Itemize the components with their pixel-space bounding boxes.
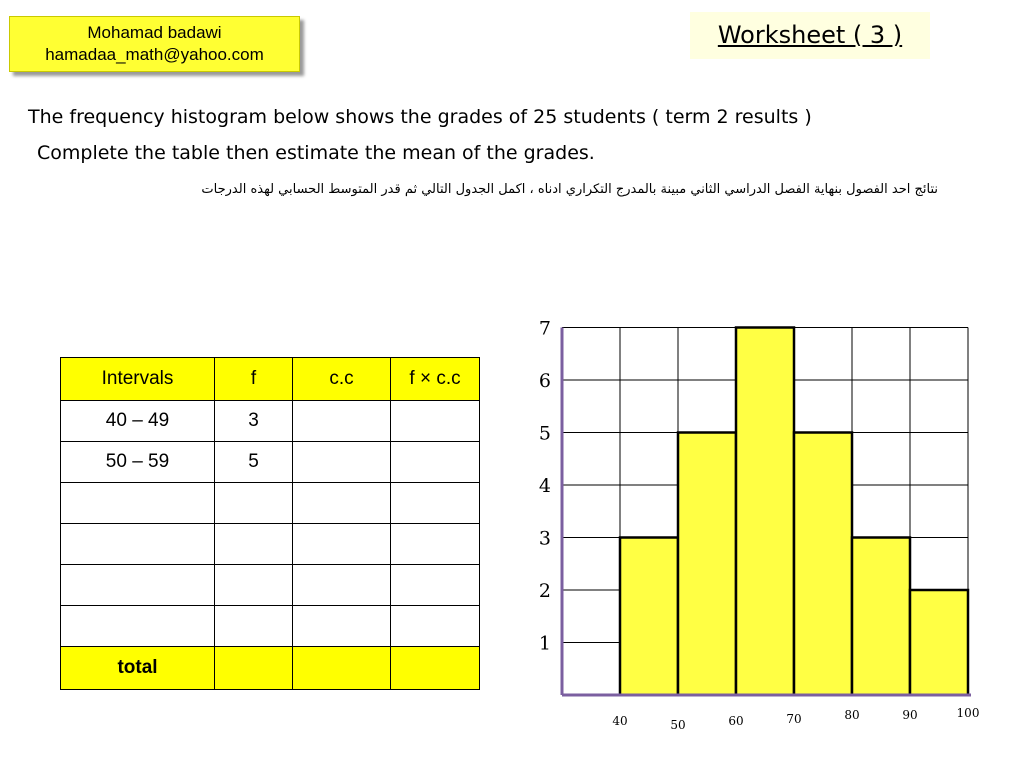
table-header-row bbox=[61, 358, 480, 401]
author-email: hamadaa_math@yahoo.com bbox=[45, 45, 264, 64]
author-box bbox=[9, 16, 300, 72]
header-intervals: Intervals bbox=[61, 358, 215, 401]
table-cell bbox=[391, 524, 480, 565]
y-tick-label: 4 bbox=[538, 475, 551, 497]
y-tick-label: 2 bbox=[538, 580, 551, 602]
table-cell bbox=[293, 606, 391, 647]
table-cell bbox=[215, 606, 293, 647]
x-tick-label: 70 bbox=[786, 712, 802, 726]
histogram-bar bbox=[852, 538, 910, 696]
table-cell bbox=[61, 606, 215, 647]
table-cell bbox=[293, 483, 391, 524]
histogram-bar bbox=[678, 433, 736, 696]
table-cell bbox=[61, 483, 215, 524]
total-label: total bbox=[61, 647, 215, 690]
table-cell: 50 – 59 bbox=[61, 442, 215, 483]
x-tick-label: 50 bbox=[670, 718, 686, 732]
frequency-histogram bbox=[525, 315, 995, 735]
y-tick-label: 7 bbox=[538, 317, 551, 340]
table-row bbox=[61, 565, 480, 606]
x-tick-label: 90 bbox=[902, 708, 918, 722]
table-cell: 3 bbox=[215, 401, 293, 442]
table-row bbox=[61, 524, 480, 565]
table-cell bbox=[293, 401, 391, 442]
table-cell bbox=[293, 524, 391, 565]
table-row bbox=[61, 401, 480, 442]
table-cell bbox=[293, 565, 391, 606]
x-tick-label: 40 bbox=[612, 714, 628, 728]
table-cell bbox=[391, 565, 480, 606]
table-cell bbox=[61, 565, 215, 606]
x-tick-label: 80 bbox=[844, 708, 860, 722]
y-tick-label: 3 bbox=[538, 527, 551, 550]
table-cell bbox=[61, 524, 215, 565]
table-cell bbox=[293, 647, 391, 690]
y-tick-label: 1 bbox=[538, 632, 551, 655]
worksheet-title-box bbox=[690, 12, 930, 59]
table-cell bbox=[215, 524, 293, 565]
header-cc: c.c bbox=[293, 358, 391, 401]
frequency-table bbox=[60, 357, 480, 690]
table-row bbox=[61, 483, 480, 524]
table-cell: 5 bbox=[215, 442, 293, 483]
histogram-bar bbox=[620, 538, 678, 696]
author-name: Mohamad badawi bbox=[87, 23, 222, 42]
header-f: f bbox=[215, 358, 293, 401]
table-cell bbox=[391, 442, 480, 483]
worksheet-title: Worksheet ( 3 ) bbox=[717, 21, 903, 49]
table-cell bbox=[293, 442, 391, 483]
instruction-arabic: نتائج احد الفصول بنهاية الفصل الدراسي الثاني مبينة بالمدرج التكراري ادناه ، اكمل الجدول التالي ثم قدر المتوسط الحسابي لهذه الدرجات bbox=[201, 182, 938, 197]
table-cell bbox=[391, 647, 480, 690]
table-total-row bbox=[61, 647, 480, 690]
table-row bbox=[61, 606, 480, 647]
histogram-bar bbox=[736, 328, 794, 696]
instruction-line-1: The frequency histogram below shows the grades of 25 students ( term 2 results ) bbox=[28, 106, 812, 128]
y-tick-label: 6 bbox=[538, 370, 551, 392]
x-tick-label: 100 bbox=[956, 706, 980, 720]
table-cell: 40 – 49 bbox=[61, 401, 215, 442]
table-cell bbox=[215, 647, 293, 690]
table-cell bbox=[391, 401, 480, 442]
table-cell bbox=[391, 483, 480, 524]
instruction-line-2: Complete the table then estimate the mean of the grades. bbox=[37, 142, 595, 164]
x-tick-label: 60 bbox=[728, 714, 744, 728]
table-cell bbox=[215, 565, 293, 606]
table-cell bbox=[391, 606, 480, 647]
histogram-bar bbox=[910, 590, 968, 695]
histogram-bar bbox=[794, 433, 852, 696]
header-f-times-cc: f × c.c bbox=[391, 358, 480, 401]
table-row bbox=[61, 442, 480, 483]
y-tick-label: 5 bbox=[538, 422, 551, 445]
table-cell bbox=[215, 483, 293, 524]
